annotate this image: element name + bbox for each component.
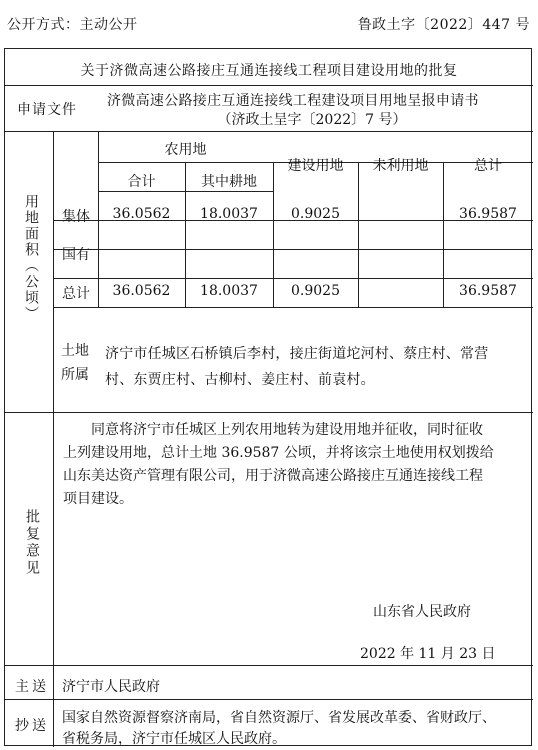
divider <box>5 665 533 666</box>
application-label: 申请文件 <box>17 102 77 118</box>
divider <box>53 665 54 747</box>
approval-text-line-2: 上列建设用地，总计土地 36.9587 公顷，并将该宗土地使用权划拨给 <box>63 445 494 461</box>
divider <box>53 307 533 308</box>
col-header-total: 总计 <box>474 158 502 174</box>
col-header-total-sub: 合计 <box>127 174 156 190</box>
cell-value: 36.0562 <box>112 206 171 222</box>
copy-to-label: 抄送 <box>15 718 49 734</box>
application-line-2: （济政土呈字〔2022〕7 号） <box>217 112 407 128</box>
send-to-value: 济宁市人民政府 <box>62 679 160 695</box>
approval-date: 2022 年 11 月 23 日 <box>360 646 496 662</box>
approval-text-line-4: 项目建设。 <box>63 491 133 507</box>
row-label-total: 总计 <box>62 286 90 302</box>
divider <box>53 278 533 279</box>
cell-value: 36.9587 <box>459 283 517 299</box>
divider <box>358 162 359 307</box>
cell-value: 36.9587 <box>459 206 517 222</box>
ownership-label <box>61 339 97 387</box>
cell-value: 18.0037 <box>200 283 258 299</box>
send-to-label: 主送 <box>15 679 49 695</box>
row-label-state: 国有 <box>62 247 90 263</box>
ownership-label-text: 土地所属 <box>61 343 89 383</box>
row-label-collective: 集体 <box>62 209 90 225</box>
col-header-unused: 未利用地 <box>372 158 429 174</box>
ownership-line-1: 济宁市任城区石桥镇后李村，接庄街道坨河村、蔡庄村、常营 <box>105 346 489 362</box>
disclosure-mode: 公开方式：主动公开 <box>7 17 138 33</box>
divider <box>53 249 533 250</box>
col-header-agricultural: 农用地 <box>164 142 207 158</box>
col-header-construction: 建设用地 <box>287 158 344 174</box>
cell-value: 0.9025 <box>291 283 340 299</box>
approval-side-label: 批复意见 <box>24 509 40 577</box>
divider <box>5 131 533 132</box>
cell-value: 0.9025 <box>291 206 340 222</box>
copy-to-line-2: 省税务局，济宁市任城区人民政府。 <box>62 731 286 747</box>
copy-to-line-1: 国家自然资源督察济南局，省自然资源厅、省发展改革委、省财政厅、 <box>62 710 496 726</box>
ownership-line-2: 村、东贾庄村、古柳村、姜庄村、前袁村。 <box>105 372 375 388</box>
cell-value: 18.0037 <box>200 206 258 222</box>
approval-signer: 山东省人民政府 <box>373 604 471 620</box>
application-line-1: 济微高速公路接庄互通连接线工程建设项目用地呈报申请书 <box>107 93 479 109</box>
divider <box>5 412 533 413</box>
document-number: 鲁政土字〔2022〕447 号 <box>357 17 530 33</box>
cell-value: 36.0562 <box>112 283 171 299</box>
document-title: 关于济微高速公路接庄互通连接线工程项目建设用地的批复 <box>80 63 458 79</box>
land-area-side-label: 用地面积（公顷） <box>23 194 39 322</box>
divider <box>53 131 54 699</box>
col-header-cultivated: 其中耕地 <box>201 174 257 190</box>
divider <box>5 85 533 86</box>
divider <box>5 699 533 700</box>
approval-text-line-3: 山东美达资产管理有限公司，用于济微高速公路接庄互通连接线工程 <box>63 468 483 484</box>
approval-text-line-1: 同意将济宁市任城区上列农用地转为建设用地并征收，同时征收 <box>91 422 483 438</box>
approval-document-table <box>4 48 532 746</box>
